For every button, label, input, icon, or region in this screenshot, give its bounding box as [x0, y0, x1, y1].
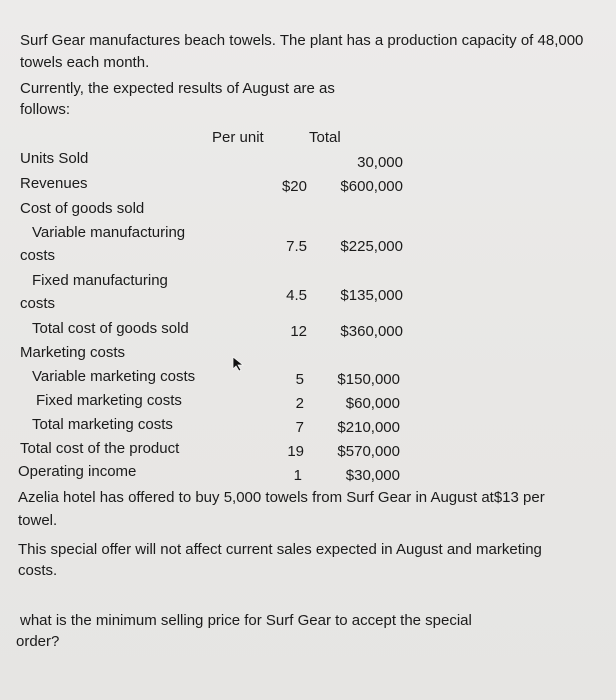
row-per-unit-fixed-manufacturing: 4.5	[286, 287, 307, 304]
row-per-unit-total-marketing: 7	[295, 419, 304, 436]
row-label-total-cogs: Total cost of goods sold	[32, 320, 189, 337]
row-total-total-cogs: $360,000	[340, 323, 403, 340]
intro-line-4: follows:	[20, 101, 71, 118]
row-label-fixed-manufacturing-1: Fixed manufacturing	[32, 272, 168, 289]
row-label-variable-manufacturing-1: Variable manufacturing	[32, 224, 186, 241]
row-total-total-cost-product: $570,000	[337, 443, 400, 460]
row-label-total-cost-product: Total cost of the product	[20, 440, 180, 457]
row-label-variable-marketing: Variable marketing costs	[32, 368, 196, 385]
row-total-fixed-marketing: $60,000	[345, 395, 400, 412]
offer-line-2: towel.	[18, 512, 58, 529]
row-label-marketing-costs: Marketing costs	[20, 344, 126, 361]
row-total-variable-manufacturing: $225,000	[340, 238, 403, 255]
row-label-fixed-marketing: Fixed marketing costs	[36, 392, 182, 409]
row-per-unit-total-cogs: 12	[290, 323, 307, 340]
offer-line-1: Azelia hotel has offered to buy 5,000 towels from Surf Gear in August at$13 per	[18, 489, 545, 506]
mouse-pointer-icon	[232, 356, 246, 372]
question-line-1: what is the minimum selling price for Surf Gear to accept the special	[20, 612, 472, 629]
intro-line-1: Surf Gear manufactures beach towels. The plant has a production capacity of 48,000	[20, 32, 584, 49]
question-line-2: order?	[16, 633, 60, 650]
row-total-fixed-manufacturing: $135,000	[340, 287, 403, 304]
row-label-operating-income: Operating income	[18, 463, 137, 480]
row-label-revenues: Revenues	[20, 175, 88, 192]
intro-line-2: towels each month.	[20, 54, 150, 71]
row-label-fixed-manufacturing-2: costs	[20, 295, 56, 312]
row-per-unit-variable-marketing: 5	[295, 371, 304, 388]
row-per-unit-total-cost-product: 19	[287, 443, 304, 460]
header-per-unit: Per unit	[212, 129, 264, 146]
row-label-cogs: Cost of goods sold	[20, 200, 145, 217]
row-total-total-marketing: $210,000	[337, 419, 400, 436]
offer-line-3: This special offer will not affect current sales expected in August and marketing	[18, 541, 542, 558]
row-per-unit-revenues: $20	[281, 178, 307, 195]
row-total-revenues: $600,000	[340, 178, 403, 195]
row-total-variable-marketing: $150,000	[337, 371, 400, 388]
row-per-unit-operating-income: 1	[293, 467, 302, 484]
row-total-units-sold: 30,000	[357, 154, 403, 171]
offer-line-4: costs.	[18, 562, 58, 579]
row-label-variable-manufacturing-2: costs	[20, 247, 56, 264]
row-label-units-sold: Units Sold	[20, 150, 89, 167]
row-per-unit-variable-manufacturing: 7.5	[286, 238, 307, 255]
row-per-unit-fixed-marketing: 2	[295, 395, 304, 412]
row-label-total-marketing: Total marketing costs	[32, 416, 173, 433]
header-total: Total	[309, 129, 341, 146]
intro-line-3: Currently, the expected results of August are as	[20, 80, 335, 97]
row-total-operating-income: $30,000	[345, 467, 400, 484]
